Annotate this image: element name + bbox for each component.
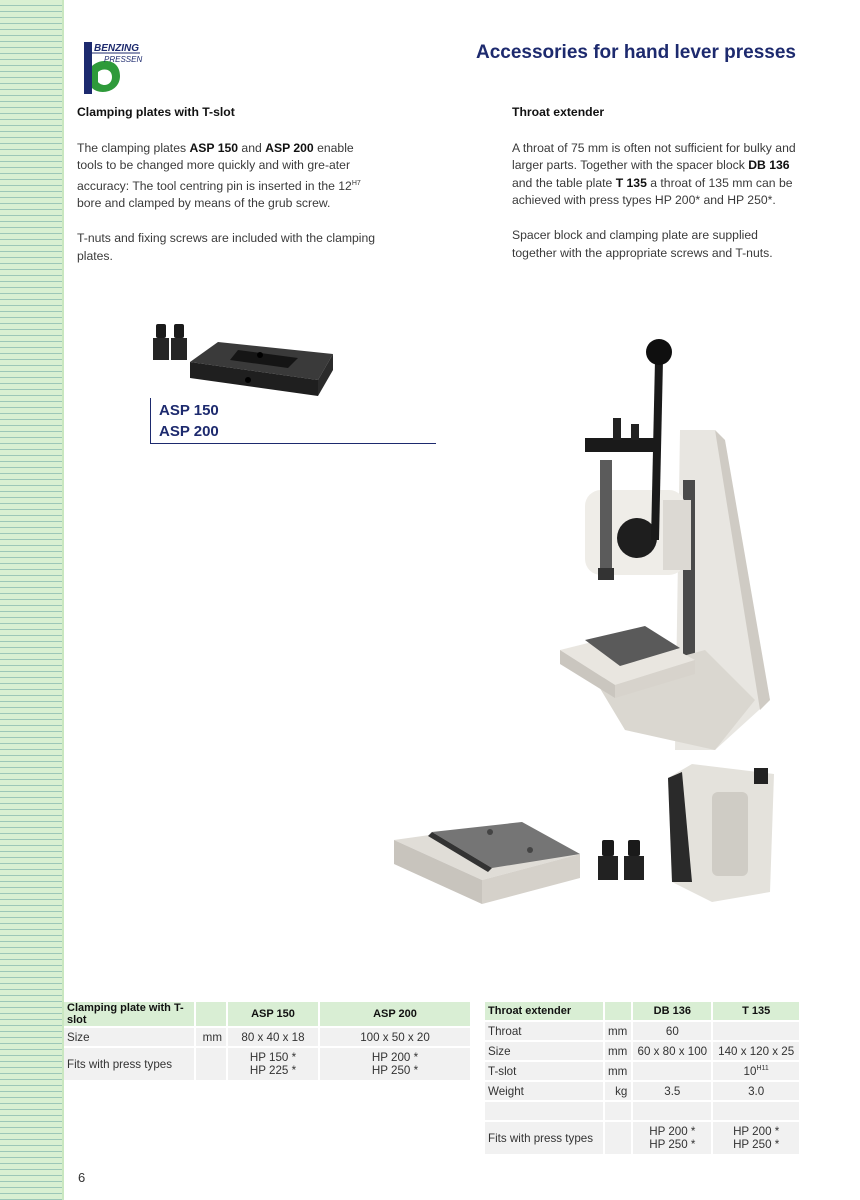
- table-header-row: [485, 1002, 799, 1020]
- table-header-row: [64, 1002, 470, 1026]
- logo-text-benzing: BENZING: [94, 43, 139, 54]
- clamping-plate-image: [148, 318, 338, 398]
- row-label: T-slot: [485, 1062, 603, 1080]
- table2-header-db136: DB 136: [633, 1002, 711, 1020]
- row-value: 140 x 120 x 25: [713, 1042, 799, 1060]
- row-value: [633, 1102, 711, 1120]
- row-unit: [605, 1102, 631, 1120]
- row-value: HP 200 * HP 250 *: [320, 1048, 470, 1080]
- row-value: 100 x 50 x 20: [320, 1028, 470, 1046]
- row-value: 3.0: [713, 1082, 799, 1100]
- benzing-logo: [80, 40, 160, 96]
- row-unit: mm: [605, 1042, 631, 1060]
- clamping-plate-spec-table: [62, 1000, 472, 1082]
- throat-extender-paragraph-2: Spacer block and clamping plate are supplied together with the appropriate screws and T-nuts.: [512, 228, 773, 260]
- row-unit: mm: [196, 1028, 226, 1046]
- throat-extender-heading: Throat extender: [512, 105, 605, 119]
- row-value: 3.5: [633, 1082, 711, 1100]
- label-asp-200: ASP 200: [159, 423, 219, 440]
- throat-extender-parts-image: [392, 762, 782, 912]
- clamping-plates-paragraph-1: The clamping plates ASP 150 and ASP 200 enable tools to be changed more quickly and with gre-ater accuracy: The tool centring pin is inserted in the $12^{H7}$ bore and clamped by means of the grub screw.: [77, 140, 361, 211]
- table-row: [64, 1048, 470, 1080]
- row-label: Fits with press types: [485, 1122, 603, 1154]
- row-value: HP 150 * HP 225 *: [228, 1048, 318, 1080]
- label-asp-150: ASP 150: [159, 402, 219, 419]
- table2-header-t135: T 135: [713, 1002, 799, 1020]
- table1-header-name: Clamping plate with T-slot: [64, 1002, 194, 1026]
- page-margin-ruler-strip: [0, 0, 62, 1200]
- table1-header-asp150: ASP 150: [228, 1002, 318, 1026]
- page-number: 6: [78, 1170, 86, 1185]
- row-value: 80 x 40 x 18: [228, 1028, 318, 1046]
- throat-extender-spec-table: [483, 1000, 801, 1156]
- product-label-box: [150, 398, 436, 444]
- row-unit: [196, 1048, 226, 1080]
- table-row: [64, 1028, 470, 1046]
- clamping-plates-paragraph-2: T-nuts and fixing screws are included with the clamping plates.: [77, 231, 376, 263]
- row-value: [633, 1062, 711, 1080]
- row-unit: mm: [605, 1062, 631, 1080]
- table-row: [485, 1082, 799, 1100]
- row-unit: [605, 1122, 631, 1154]
- row-label: Size: [485, 1042, 603, 1060]
- hand-lever-press-image: [555, 330, 775, 760]
- logo-text-pressen: PRESSEN: [104, 55, 143, 64]
- table-row: [485, 1042, 799, 1060]
- row-value: [713, 1102, 799, 1120]
- table-row: [485, 1022, 799, 1040]
- row-unit: kg: [605, 1082, 631, 1100]
- table1-header-unit: [196, 1002, 226, 1026]
- row-unit: mm: [605, 1022, 631, 1040]
- clamping-plates-heading: Clamping plates with T-slot: [77, 105, 235, 119]
- row-value: HP 200 * HP 250 *: [713, 1122, 799, 1154]
- row-label: Fits with press types: [64, 1048, 194, 1080]
- right-text-column: [512, 104, 804, 280]
- row-label: Weight: [485, 1082, 603, 1100]
- row-value: $10^{H11}$: [713, 1062, 799, 1080]
- row-label: [485, 1102, 603, 1120]
- table-row: [485, 1102, 799, 1120]
- table1-header-asp200: ASP 200: [320, 1002, 470, 1026]
- row-value: HP 200 * HP 250 *: [633, 1122, 711, 1154]
- row-value: 60: [633, 1022, 711, 1040]
- table-row: [485, 1122, 799, 1154]
- row-value: [713, 1022, 799, 1040]
- row-value: 60 x 80 x 100: [633, 1042, 711, 1060]
- throat-extender-paragraph-1: A throat of 75 mm is often not sufficient for bulky and larger parts. Together with the spacer block DB 136 and the table plate T 135 a throat of 135 mm can be achieved with press types HP 200* and HP 250*.: [512, 140, 796, 207]
- table-row: [485, 1062, 799, 1080]
- left-text-column: [77, 104, 377, 283]
- page-title: Accessories for hand lever presses: [475, 42, 796, 63]
- table2-header-unit: [605, 1002, 631, 1020]
- row-label: Size: [64, 1028, 194, 1046]
- row-label: Throat: [485, 1022, 603, 1040]
- table2-header-name: Throat extender: [485, 1002, 603, 1020]
